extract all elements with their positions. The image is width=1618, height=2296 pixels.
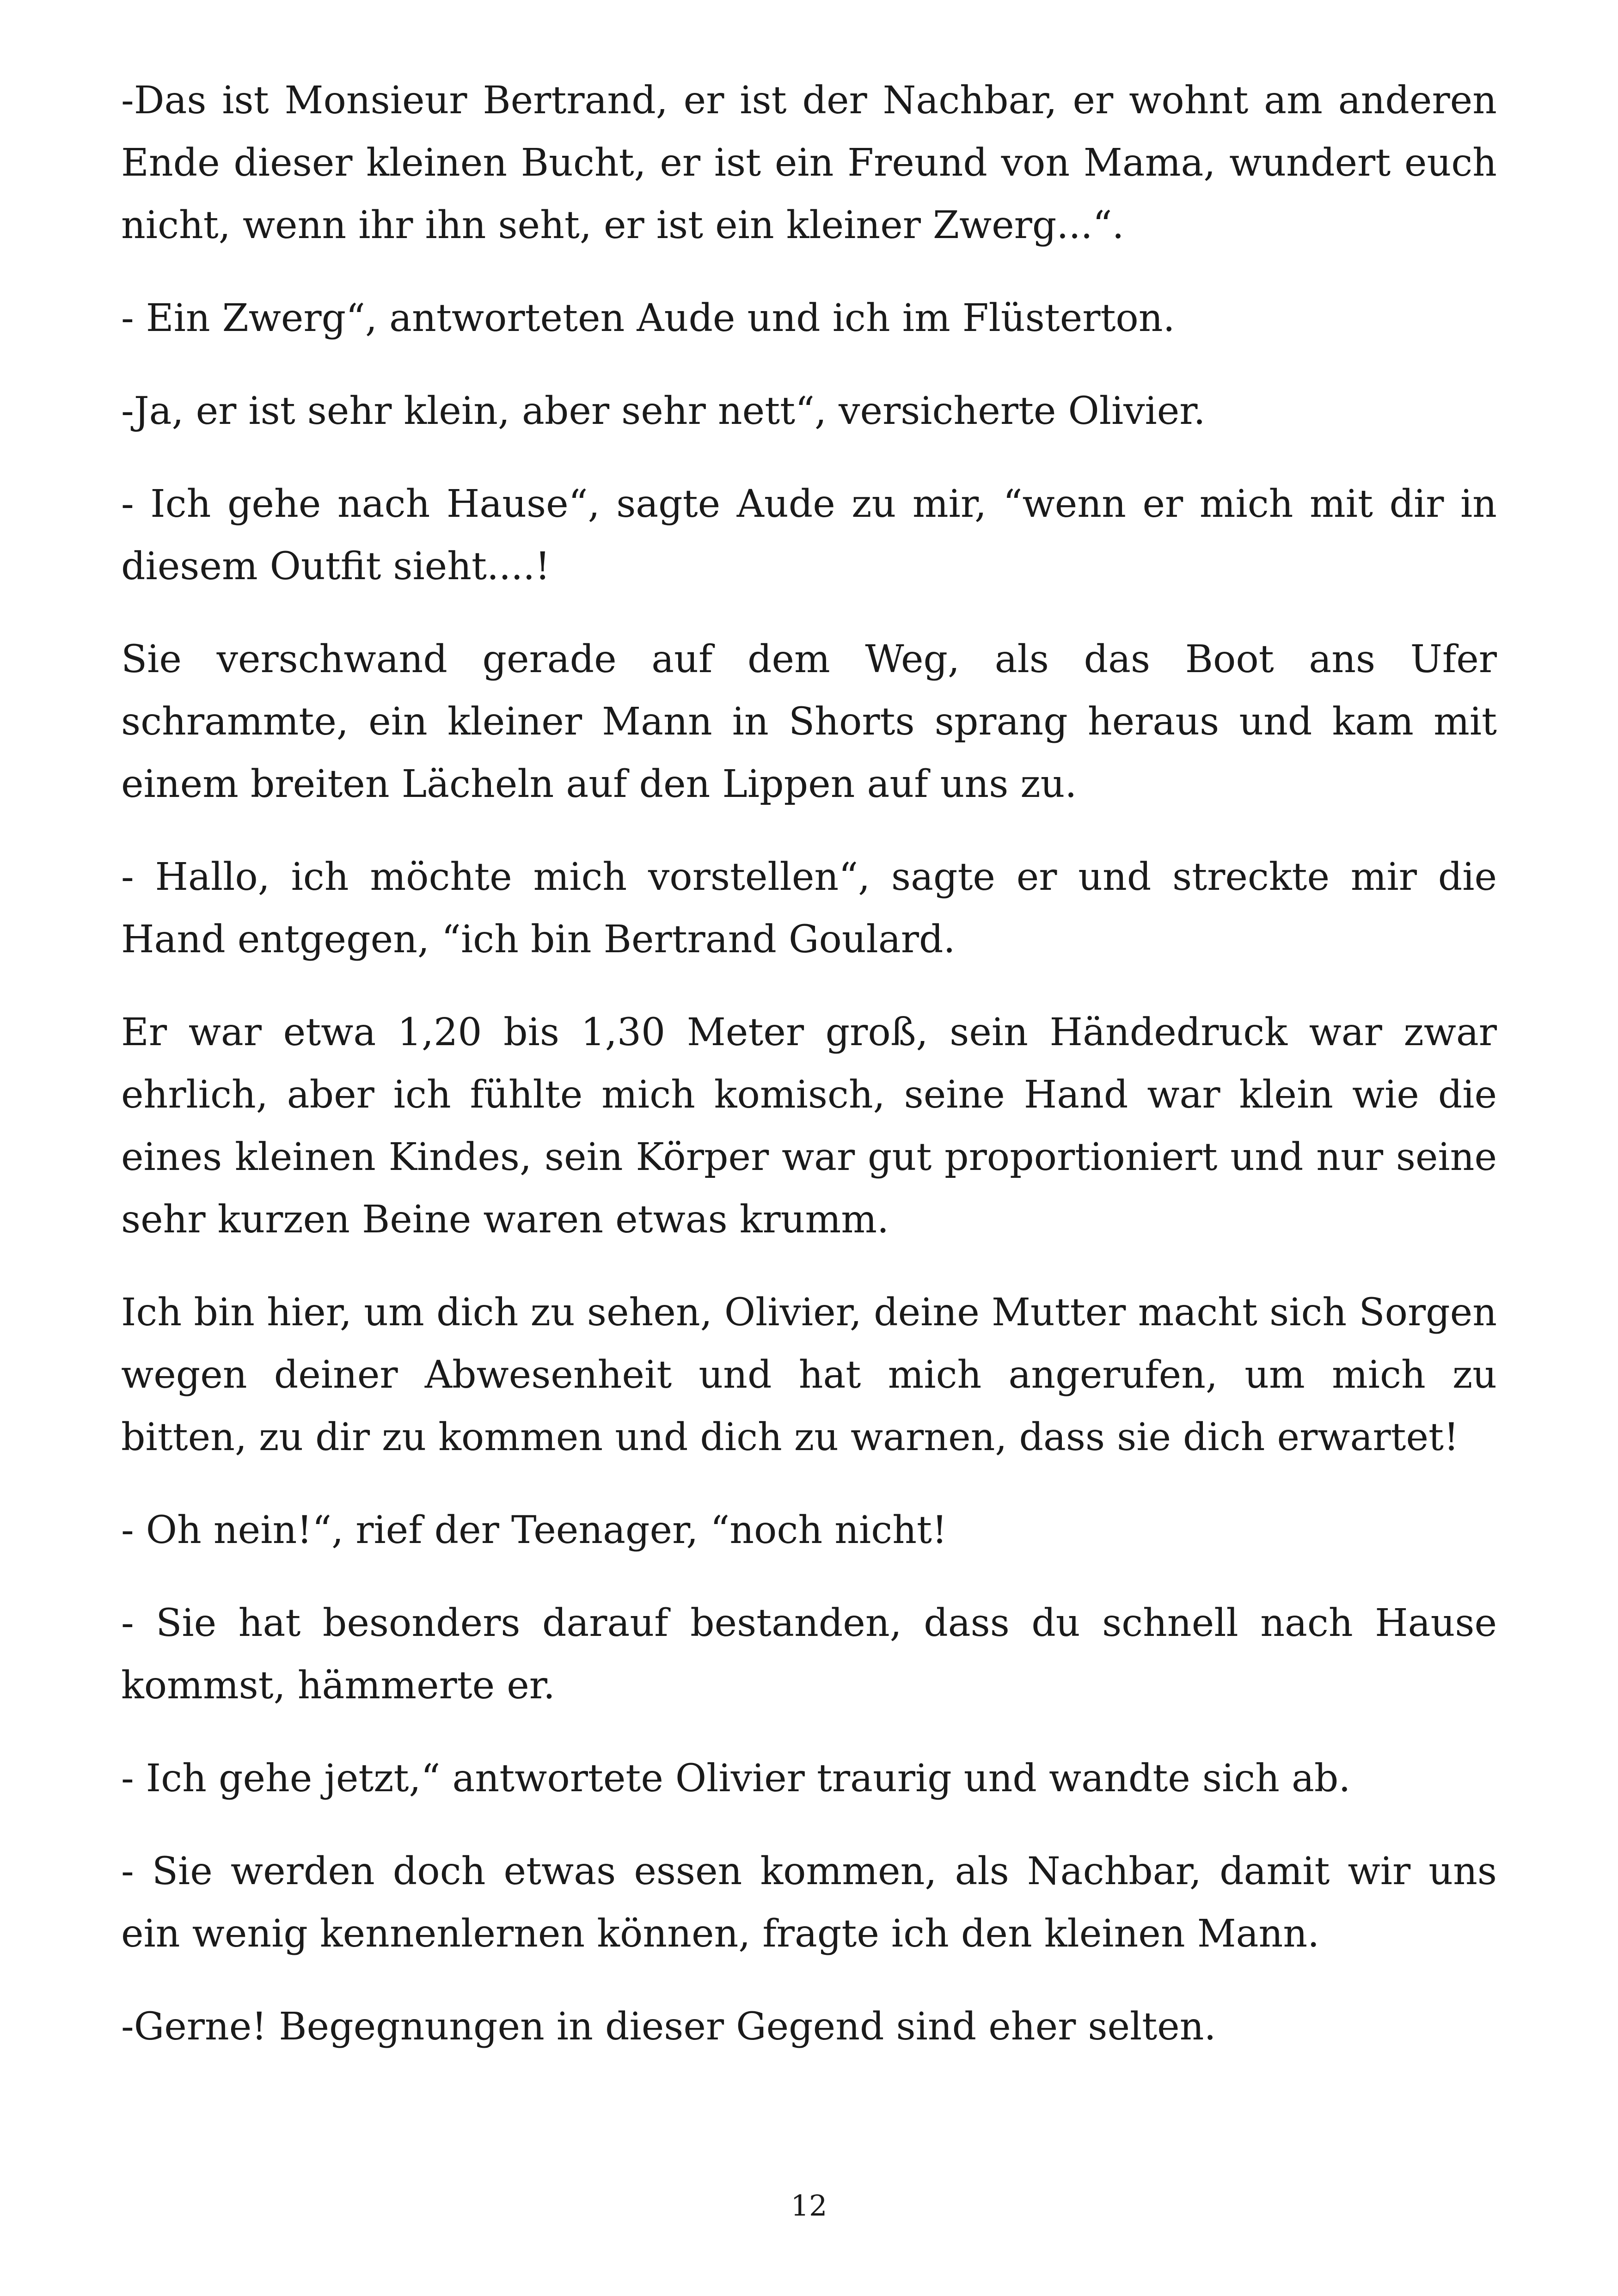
paragraph-10: - Sie hat besonders darauf bestanden, dass du schnell nach Hause kommst, hämmerte er. [121, 1601, 1497, 1708]
paragraph-3: -Ja, er ist sehr klein, aber sehr nett“, versicherte Olivier. [121, 389, 1206, 433]
paragraph-4: - Ich gehe nach Hause“, sagte Aude zu mir, “wenn er mich mit dir in diesem Outfit sieht....! [121, 482, 1497, 588]
paragraph-7: Er war etwa 1,20 bis 1,30 Meter groß, sein Händedruck war zwar ehrlich, aber ich fühlte mich komisch, seine Hand war klein wie die eines kleinen Kindes, sein Körper war gut proportioniert und nur seine sehr kurzen Beine waren etwas krumm. [121, 1010, 1497, 1242]
paragraph-11: - Ich gehe jetzt,“ antwortete Olivier traurig und wandte sich ab. [121, 1757, 1351, 1800]
paragraph-9: - Oh nein!“, rief der Teenager, “noch nicht! [121, 1508, 947, 1552]
page-number: 12 [791, 2189, 827, 2223]
paragraph-12: - Sie werden doch etwas essen kommen, als Nachbar, damit wir uns ein wenig kennenlernen können, fragte ich den kleinen Mann. [121, 1849, 1497, 1956]
paragraph-5: Sie verschwand gerade auf dem Weg, als das Boot ans Ufer schrammte, ein kleiner Mann in Shorts sprang heraus und kam mit einem breiten Lächeln auf den Lippen auf uns zu. [121, 637, 1497, 806]
paragraph-1: -Das ist Monsieur Bertrand, er ist der Nachbar, er wohnt am anderen Ende dieser kleinen Bucht, er ist ein Freund von Mama, wundert euch nicht, wenn ihr ihn seht, er ist ein kleiner Zwerg...“. [121, 79, 1497, 247]
paragraph-2: - Ein Zwerg“, antworteten Aude und ich im Flüsterton. [121, 296, 1175, 340]
paragraph-8: Ich bin hier, um dich zu sehen, Olivier, deine Mutter macht sich Sorgen wegen deiner Abwesenheit und hat mich angerufen, um mich zu bitten, zu dir zu kommen und dich zu warnen, dass sie dich erwartet! [121, 1291, 1497, 1459]
paragraph-6: - Hallo, ich möchte mich vorstellen“, sagte er und streckte mir die Hand entgegen, “ich bin Bertrand Goulard. [121, 855, 1497, 961]
paragraph-13: -Gerne! Begegnungen in dieser Gegend sind eher selten. [121, 2005, 1216, 2049]
body-text [121, 69, 1497, 2058]
